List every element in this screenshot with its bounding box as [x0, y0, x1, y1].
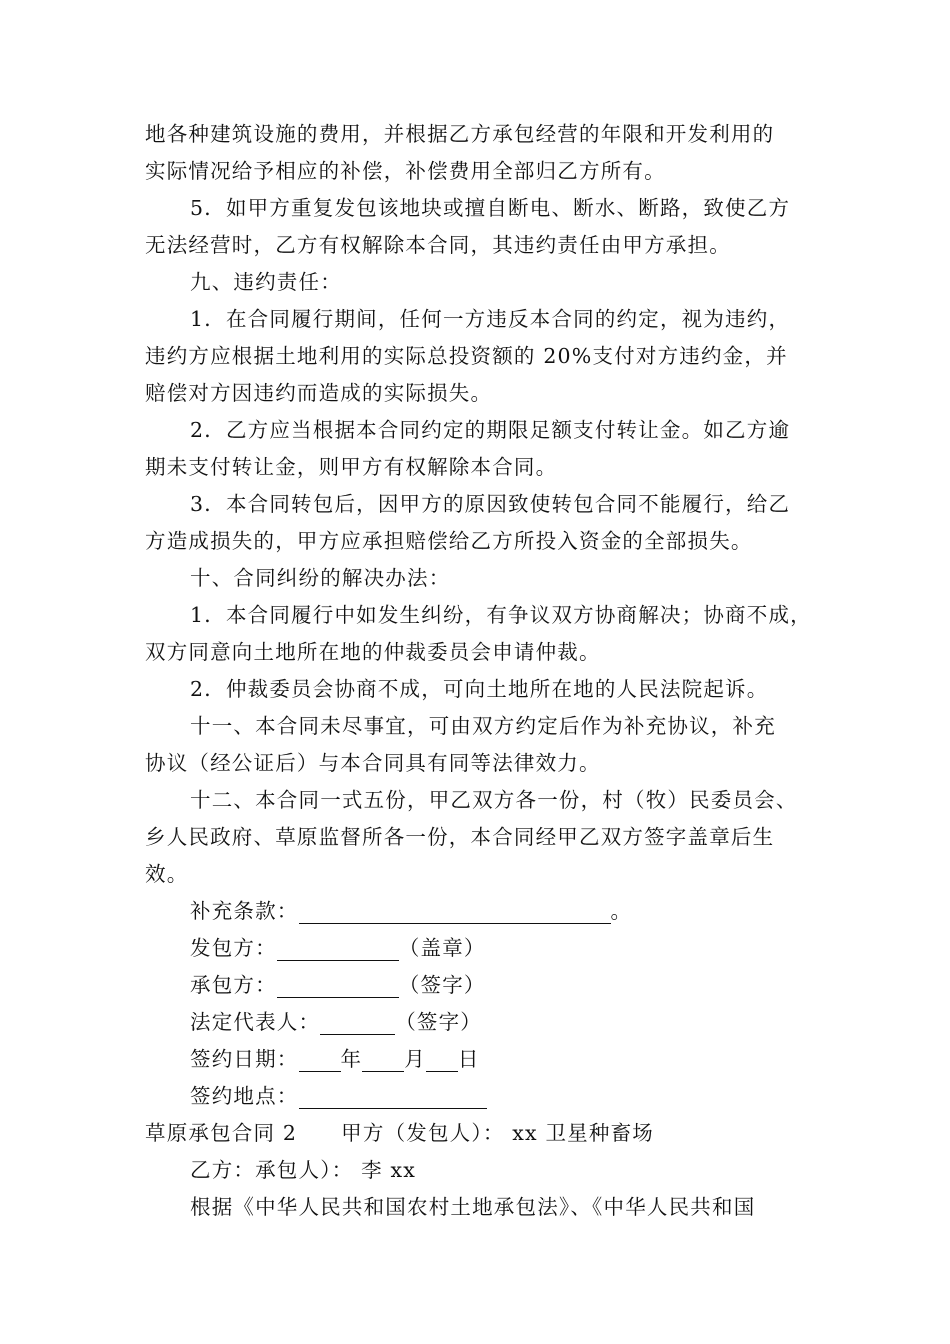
- field-suffix: （签字）: [398, 973, 486, 997]
- legal-representative-field: [145, 1004, 815, 1041]
- signing-place-field: [145, 1078, 815, 1115]
- blank-line: [426, 1045, 458, 1072]
- text-line: 效。: [145, 862, 189, 886]
- clause-11: [145, 708, 815, 782]
- paragraph-continuation: [145, 116, 815, 190]
- contract-2-title: 草原承包合同 2: [145, 1121, 298, 1145]
- text-line: 无法经营时，乙方有权解除本合同，其违约责任由甲方承担。: [145, 233, 731, 257]
- text-line: 赔偿对方因违约而造成的实际损失。: [145, 381, 493, 405]
- contractor-field: [145, 930, 815, 967]
- day-label: 日: [457, 1047, 480, 1071]
- text-line: 双方同意向土地所在地的仲裁委员会申请仲裁。: [145, 640, 601, 664]
- signing-date-field: [145, 1041, 815, 1078]
- field-label: 承包方：: [190, 973, 277, 997]
- blank-line: [320, 1008, 395, 1035]
- field-suffix: （签字）: [395, 1010, 483, 1034]
- supplementary-terms-field: [145, 893, 815, 930]
- text-line: 1．本合同履行中如发生纠纷，有争议双方协商解决；协商不成，: [190, 603, 812, 627]
- clause-9-3: [145, 486, 815, 560]
- blank-line: [299, 1045, 341, 1072]
- field-label: 补充条款：: [190, 899, 299, 923]
- text-line: 十二、本合同一式五份，甲乙双方各一份，村（牧）民委员会、: [190, 788, 798, 812]
- text-line: 十一、本合同未尽事宜，可由双方约定后作为补充协议，补充: [190, 714, 776, 738]
- clause-10-2: 2．仲裁委员会协商不成，可向土地所在地的人民法院起诉。: [190, 677, 769, 701]
- text-line: 协议（经公证后）与本合同具有同等法律效力。: [145, 751, 601, 775]
- field-suffix: （盖章）: [398, 936, 486, 960]
- field-label: 签约日期：: [190, 1047, 299, 1071]
- month-label: 月: [404, 1047, 426, 1071]
- text-line: 违约方应根据土地利用的实际总投资额的 20%支付对方违约金，并: [145, 344, 788, 368]
- text-line: 1．在合同履行期间，任何一方违反本合同的约定，视为违约，: [190, 307, 791, 331]
- text-line: 3．本合同转包后，因甲方的原因致使转包合同不能履行，给乙: [190, 492, 791, 516]
- field-label: 法定代表人：: [190, 1010, 321, 1034]
- clause-12: [145, 782, 815, 893]
- field-label: 签约地点：: [190, 1084, 299, 1108]
- clause-9-1: [145, 301, 815, 412]
- document-body: [145, 116, 815, 1226]
- contract-2-heading: [145, 1115, 815, 1152]
- text-line: 2．乙方应当根据本合同约定的期限足额支付转让金。如乙方逾: [190, 418, 791, 442]
- blank-line: [277, 934, 399, 961]
- blank-line: [362, 1045, 404, 1072]
- text-line: 5．如甲方重复发包该地块或擅自断电、断水、断路，致使乙方: [190, 196, 791, 220]
- contract-2-intro: 根据《中华人民共和国农村土地承包法》、《中华人民共和国: [190, 1195, 756, 1219]
- clause-9-2: [145, 412, 815, 486]
- field-suffix: 。: [610, 899, 633, 923]
- year-label: 年: [340, 1047, 363, 1071]
- section-heading-9: 九、违约责任：: [190, 270, 342, 294]
- field-label: 发包方：: [190, 936, 277, 960]
- section-heading-10: 十、合同纠纷的解决办法：: [190, 566, 451, 590]
- party-b: 乙方：承包人）： 李 xx: [190, 1158, 417, 1182]
- text-line: 乡人民政府、草原监督所各一份，本合同经甲乙双方签字盖章后生: [145, 825, 775, 849]
- text-line: 地各种建筑设施的费用，并根据乙方承包经营的年限和开发利用的: [145, 122, 775, 146]
- text-line: 期未支付转让金，则甲方有权解除本合同。: [145, 455, 558, 479]
- clause-10-1: [145, 597, 815, 671]
- text-line: 实际情况给予相应的补偿，补偿费用全部归乙方所有。: [145, 159, 666, 183]
- blank-line: [299, 897, 611, 924]
- blank-line: [299, 1082, 487, 1109]
- contractee-field: [145, 967, 815, 1004]
- blank-line: [277, 971, 399, 998]
- text-line: 方造成损失的，甲方应承担赔偿给乙方所投入资金的全部损失。: [145, 529, 753, 553]
- party-a: 甲方（发包人）： xx 卫星种畜场: [341, 1121, 654, 1145]
- clause-8-5: [145, 190, 815, 264]
